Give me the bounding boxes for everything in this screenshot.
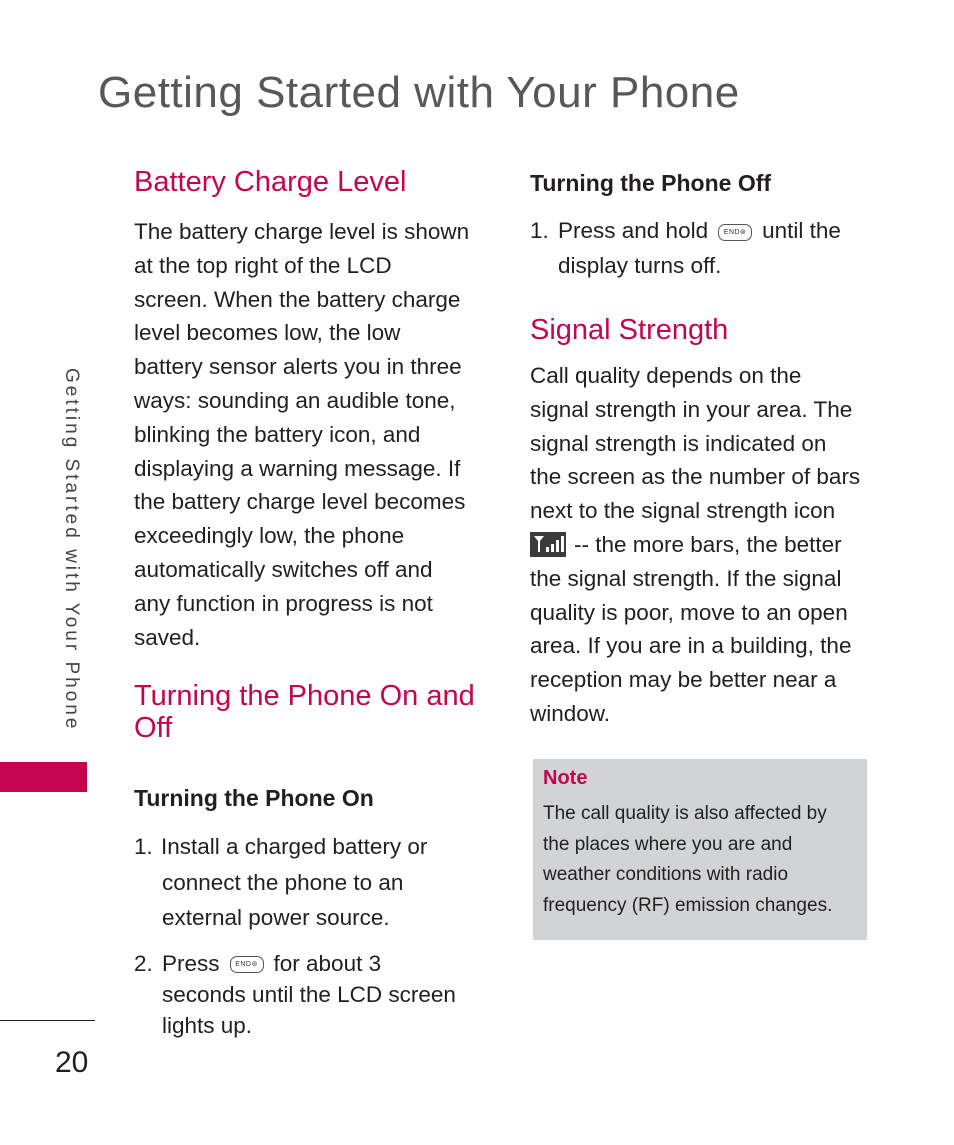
signal-line: quality is poor, move to an open [530, 599, 848, 625]
step-text: until the [762, 218, 841, 243]
signal-line: -- the more bars, the better [574, 531, 842, 557]
note-line: the places where you are and [543, 833, 793, 855]
on-off-heading-line: Off [134, 712, 173, 745]
battery-line: any function in progress is not [134, 590, 433, 616]
signal-line: reception may be better near a [530, 667, 837, 693]
turn-off-step-1 [530, 213, 875, 283]
battery-line: exceedingly low, the phone [134, 523, 405, 549]
side-tab-label: Getting Started with Your Phone [61, 368, 82, 732]
step-line: external power source. [162, 905, 390, 931]
battery-line: battery sensor alerts you in three [134, 354, 462, 380]
note-body [543, 799, 863, 921]
battery-paragraph [134, 215, 484, 654]
battery-line: ways: sounding an audible tone, [134, 387, 456, 413]
signal-line: signal strength is indicated on [530, 430, 827, 456]
step-text: Press [162, 950, 220, 976]
on-off-heading [134, 680, 484, 744]
signal-line: Call quality depends on the [530, 363, 802, 388]
battery-line: saved. [134, 624, 201, 650]
step-line: seconds until the LCD screen [162, 981, 456, 1007]
page-title: Getting Started with Your Phone [98, 68, 740, 117]
step-text: Press and hold [558, 218, 709, 243]
step-line: lights up. [162, 1012, 253, 1038]
note-line: weather conditions with radio [543, 864, 789, 885]
battery-line: blinking the battery icon, and [134, 421, 421, 447]
footer-rule [0, 1020, 95, 1021]
right-column [530, 166, 875, 731]
battery-line: The battery charge level is shown [134, 219, 470, 244]
battery-line: level becomes low, the low [134, 320, 401, 346]
end-key-icon: END⊚ [230, 956, 264, 973]
side-tab-marker [0, 762, 87, 792]
note-box [533, 759, 867, 940]
note-title: Note [543, 767, 588, 789]
step-line: Install a charged battery or [161, 834, 428, 860]
left-column [134, 166, 484, 1041]
battery-line: displaying a warning message. If [134, 455, 461, 481]
signal-line: window. [530, 700, 611, 726]
battery-line: screen. When the battery charge [134, 286, 461, 312]
step-number: 1. [134, 834, 153, 860]
page-number: 20 [55, 1046, 89, 1079]
signal-line: area. If you are in a building, the [530, 633, 852, 659]
turn-on-step-1 [134, 829, 484, 936]
battery-line: the battery charge level becomes [134, 489, 466, 515]
signal-line: the signal strength. If the signal [530, 565, 842, 591]
step-number: 2. [134, 950, 153, 976]
turning-off-heading: Turning the Phone Off [530, 170, 772, 196]
signal-line: signal strength in your area. The [530, 396, 853, 422]
battery-heading: Battery Charge Level [134, 166, 407, 198]
battery-line: at the top right of the LCD [134, 252, 392, 278]
end-key-icon: END⊚ [718, 224, 752, 241]
step-number: 1. [530, 218, 549, 243]
step-text: for about 3 [273, 950, 382, 976]
signal-strength-icon [530, 532, 566, 557]
signal-heading: Signal Strength [530, 314, 729, 346]
note-line: The call quality is also affected by [543, 803, 827, 824]
on-off-heading-line: Turning the Phone On and [134, 680, 475, 713]
signal-line: next to the signal strength icon [530, 498, 836, 524]
signal-paragraph [530, 359, 875, 731]
note-line: frequency (RF) emission changes. [543, 894, 833, 916]
turn-on-step-2 [134, 948, 484, 1041]
signal-line: the screen as the number of bars [530, 464, 861, 490]
battery-line: automatically switches off and [134, 556, 433, 582]
step-line: connect the phone to an [162, 869, 404, 895]
step-line: display turns off. [558, 253, 722, 278]
turning-on-heading: Turning the Phone On [134, 785, 374, 812]
